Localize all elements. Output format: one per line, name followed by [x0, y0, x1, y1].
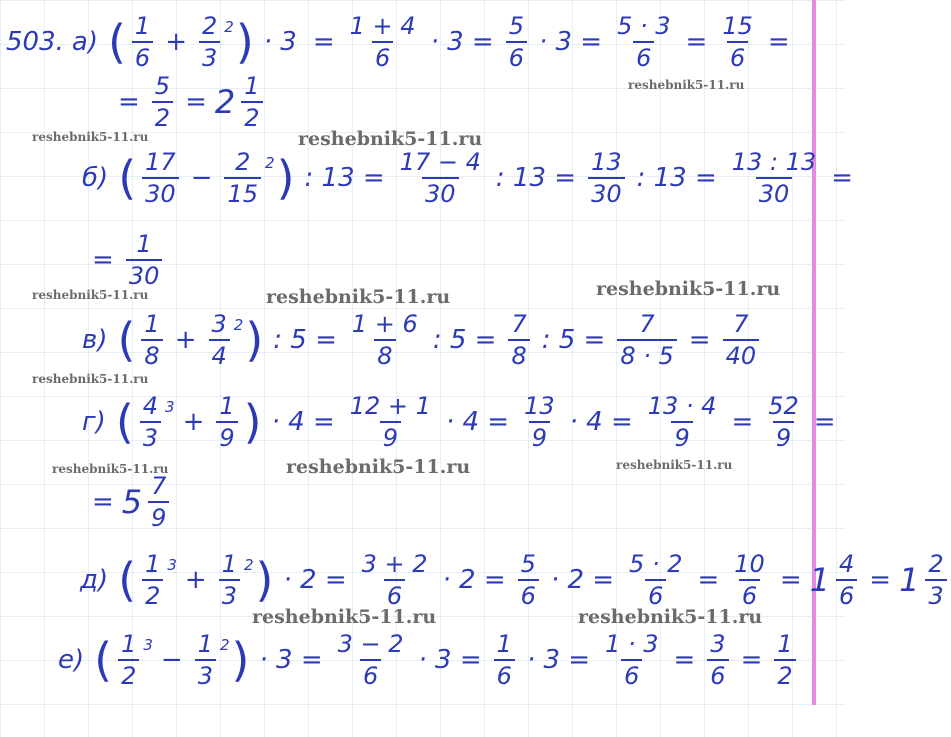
operator: =	[685, 27, 708, 57]
solution-row-b-cont	[84, 232, 166, 288]
operator: · 4 =	[271, 407, 335, 437]
fraction: $\frac{13 : 13}{30}$	[731, 148, 817, 208]
operator: −	[160, 645, 183, 675]
part-label-b: б)	[82, 163, 109, 193]
fraction: $\frac{17}{30}$	[142, 150, 179, 206]
watermark: reshebnik5-11.ru	[252, 606, 437, 628]
fraction: $\frac{5}{6}$	[506, 14, 527, 70]
fraction: $\frac{13}{9}$	[524, 392, 555, 452]
fraction: $\frac{5 \cdot 2}{6}$	[629, 550, 683, 610]
fraction: $\frac{1}{2}$	[774, 632, 795, 688]
extension-factor: 3	[167, 556, 177, 574]
operator: =	[740, 645, 763, 675]
problem-number: 503.	[6, 27, 64, 57]
operator: =	[673, 645, 696, 675]
solution-row-a-cont	[110, 74, 267, 130]
fraction: $\frac{7}{40}$	[723, 312, 760, 368]
fraction: $\frac{4}{6}$	[836, 552, 857, 608]
solution-row-e	[58, 632, 800, 688]
operator: · 4 =	[569, 407, 633, 437]
fraction: $\frac{1}{2}$	[118, 632, 139, 688]
operator: =	[312, 27, 335, 57]
fraction: $\frac{52}{9}$	[768, 392, 799, 452]
fraction: $\frac{7}{8}$	[508, 312, 529, 368]
solution-row-v	[82, 312, 763, 368]
paren-close: )	[276, 151, 295, 205]
watermark: reshebnik5-11.ru	[298, 128, 483, 150]
extension-factor: 3	[165, 398, 175, 416]
operator: · 3 =	[538, 27, 603, 57]
operator: =	[92, 487, 114, 517]
fraction: $\frac{1}{6}$	[132, 14, 153, 70]
operator: −	[190, 163, 213, 193]
paren-close: )	[243, 395, 262, 449]
paren-open: (	[118, 151, 137, 205]
fraction: $\frac{15}{6}$	[722, 12, 753, 72]
solution-row-b	[82, 150, 861, 206]
fraction: $\frac{3}{6}$	[707, 632, 728, 688]
fraction: $\frac{1 \cdot 3}{6}$	[605, 630, 659, 690]
operator: =	[779, 565, 802, 595]
part-label-g: г)	[82, 407, 106, 437]
watermark: reshebnik5-11.ru	[32, 288, 149, 302]
operator: +	[165, 27, 187, 57]
extension-factor: 2	[233, 316, 244, 334]
fraction: $\frac{13}{30}$	[588, 150, 625, 206]
operator: · 4 =	[445, 407, 510, 437]
watermark: reshebnik5-11.ru	[266, 286, 451, 308]
watermark: reshebnik5-11.ru	[616, 458, 733, 472]
solution-row-g	[82, 394, 844, 450]
operator: =	[831, 163, 853, 193]
fraction: $\frac{2}{3}$	[925, 552, 946, 608]
operator: · 2 =	[283, 565, 347, 595]
operator: +	[174, 325, 197, 355]
fraction: $\frac{1}{3}$	[195, 632, 216, 688]
fraction: $\frac{7}{9}$	[148, 474, 169, 530]
fraction: $\frac{3 + 2}{6}$	[361, 550, 428, 610]
fraction: $\frac{17 - 4}{30}$	[399, 148, 481, 208]
fraction: $\frac{1}{3}$	[219, 552, 240, 608]
operator: +	[182, 407, 205, 437]
operator: =	[92, 245, 114, 275]
part-label-v: в)	[82, 325, 108, 355]
mixed-integer: 1	[899, 561, 920, 599]
fraction: $\frac{7}{8 \cdot 5}$	[617, 312, 676, 368]
fraction: $\frac{2}{15}$	[224, 150, 261, 206]
solution-row-a	[6, 14, 798, 70]
operator: · 2 =	[442, 565, 506, 595]
operator: =	[869, 565, 892, 595]
operator: · 3 =	[418, 645, 482, 675]
part-label-a: а)	[71, 27, 98, 57]
extension-factor: 2	[220, 636, 230, 654]
operator: =	[767, 27, 790, 57]
paren-open: (	[118, 553, 137, 607]
fraction: $\frac{5 \cdot 3}{6}$	[617, 12, 671, 72]
extension-factor: 2	[243, 556, 254, 574]
watermark: reshebnik5-11.ru	[32, 130, 149, 144]
watermark: reshebnik5-11.ru	[286, 456, 471, 478]
operator: : 5 =	[273, 325, 337, 355]
watermark: reshebnik5-11.ru	[52, 462, 169, 476]
fraction: $\frac{1}{30}$	[126, 232, 163, 288]
fraction: $\frac{1}{2}$	[142, 552, 163, 608]
operator: =	[731, 407, 754, 437]
mixed-integer: 2	[214, 83, 236, 121]
operator: =	[697, 565, 720, 595]
fraction: $\frac{2}{3}$	[199, 14, 220, 70]
part-label-e: е)	[58, 645, 85, 675]
operator: : 13 =	[304, 163, 385, 193]
fraction: $\frac{3}{4}$	[209, 312, 230, 368]
operator: =	[118, 87, 140, 117]
operator: =	[688, 325, 711, 355]
paren-close: )	[245, 313, 264, 367]
operator: : 5 =	[541, 325, 606, 355]
fraction: $\frac{3 - 2}{6}$	[337, 630, 404, 690]
fraction: $\frac{1}{9}$	[216, 394, 237, 450]
mixed-integer: 1	[809, 561, 830, 599]
fraction: $\frac{5}{6}$	[518, 552, 539, 608]
solution-row-d	[80, 552, 951, 608]
paren-open: (	[107, 15, 126, 69]
operator: · 3	[263, 27, 297, 57]
paren-close: )	[255, 553, 274, 607]
fraction: $\frac{1 + 4}{6}$	[349, 12, 416, 72]
paren-open: (	[115, 395, 134, 449]
operator: · 3 =	[526, 645, 591, 675]
fraction: $\frac{12 + 1}{9}$	[349, 392, 431, 452]
operator: +	[184, 565, 207, 595]
paren-close: )	[231, 633, 250, 687]
operator: =	[813, 407, 836, 437]
operator: : 5 =	[432, 325, 497, 355]
paren-open: (	[94, 633, 113, 687]
watermark: reshebnik5-11.ru	[596, 278, 781, 300]
watermark: reshebnik5-11.ru	[32, 372, 149, 386]
operator: : 13 =	[636, 163, 717, 193]
fraction: $\frac{13 \cdot 4}{9}$	[647, 392, 717, 452]
paren-open: (	[117, 313, 136, 367]
fraction: $\frac{1}{2}$	[241, 74, 262, 130]
extension-factor: 3	[143, 636, 153, 654]
fraction: $\frac{1 + 6}{8}$	[351, 310, 418, 370]
part-label-d: д)	[80, 565, 109, 595]
fraction: $\frac{4}{3}$	[140, 394, 161, 450]
watermark: reshebnik5-11.ru	[578, 606, 763, 628]
watermark: reshebnik5-11.ru	[628, 78, 745, 92]
fraction: $\frac{1}{6}$	[494, 632, 515, 688]
fraction: $\frac{1}{8}$	[141, 312, 162, 368]
operator: · 2 =	[550, 565, 615, 595]
mixed-integer: 5	[121, 483, 143, 521]
extension-factor: 2	[265, 154, 275, 172]
fraction: $\frac{5}{2}$	[152, 74, 173, 130]
operator: =	[185, 87, 207, 117]
solution-row-g-cont	[84, 474, 173, 530]
operator: · 3 =	[259, 645, 323, 675]
operator: : 13 =	[495, 163, 577, 193]
operator: · 3 =	[430, 27, 494, 57]
paren-close: )	[235, 15, 254, 69]
fraction: $\frac{10}{6}$	[734, 550, 765, 610]
extension-factor: 2	[224, 18, 234, 36]
